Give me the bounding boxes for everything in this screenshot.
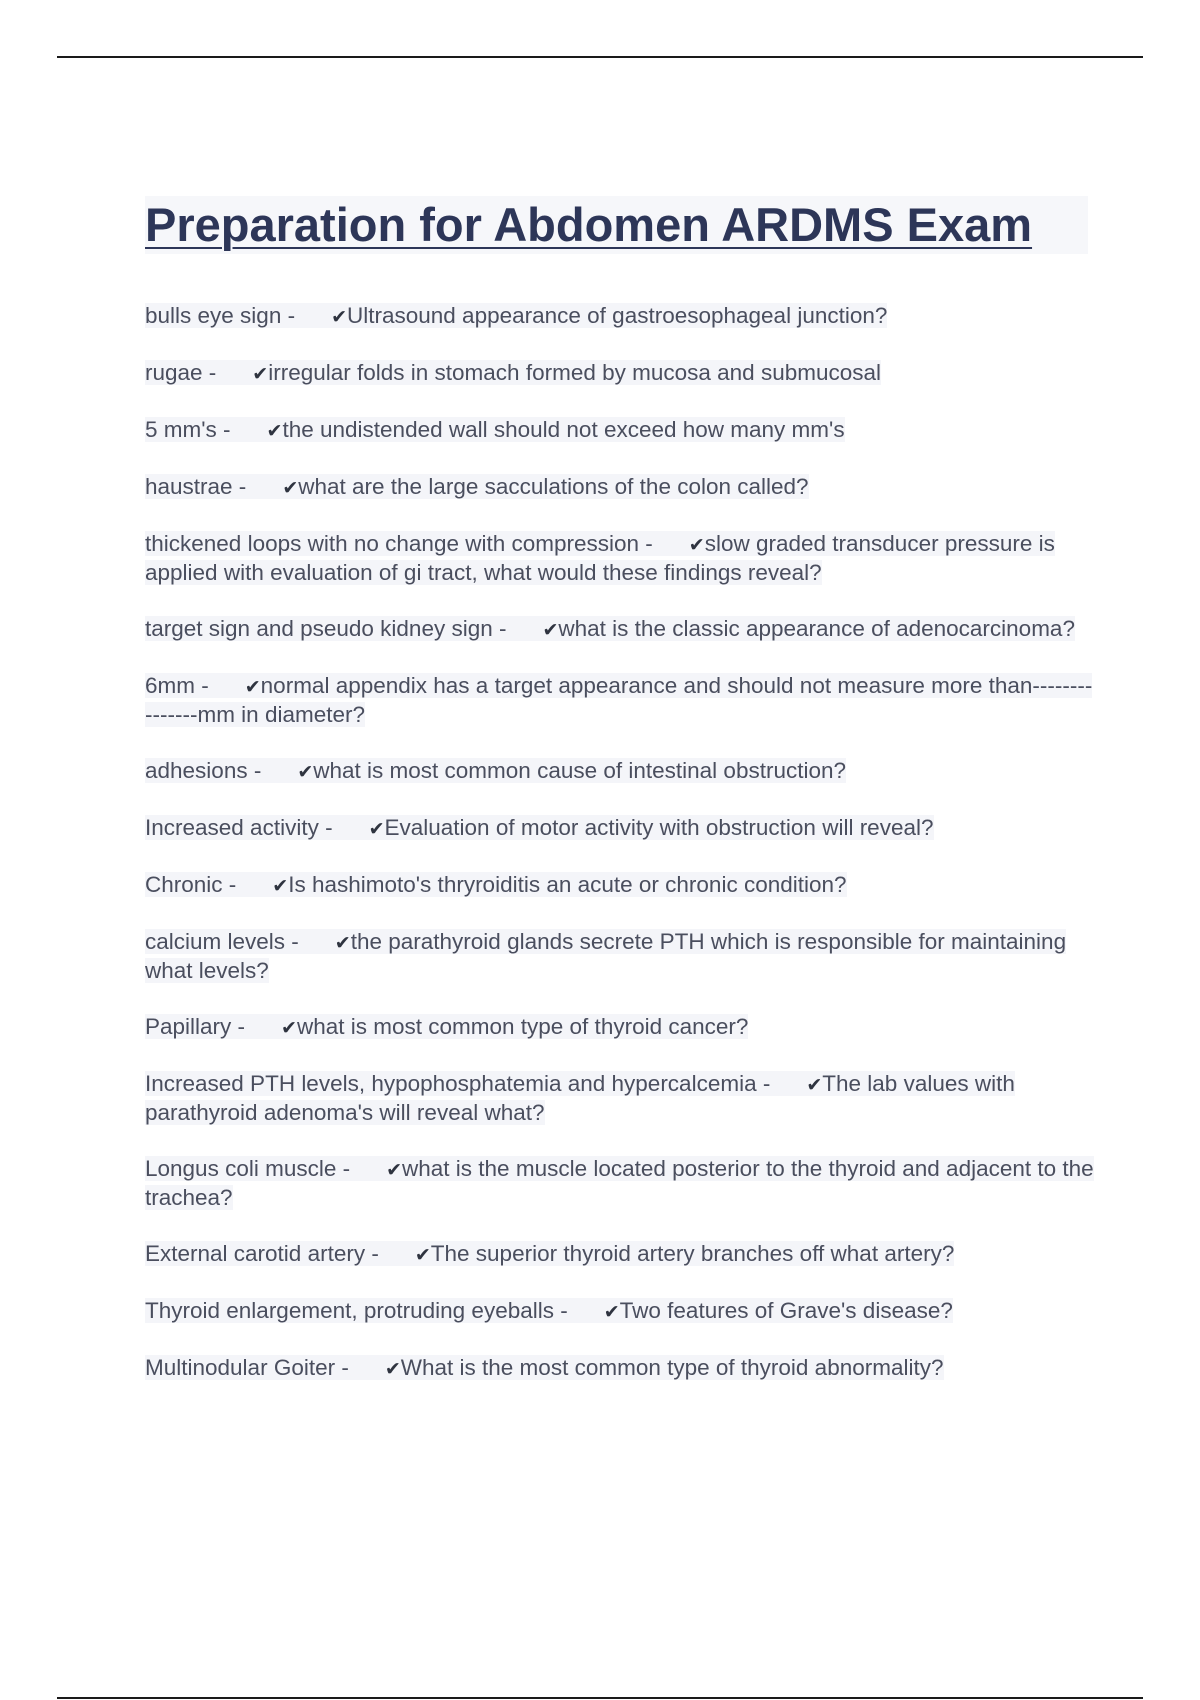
check-icon: ✔ (331, 306, 347, 328)
flashcard-item (145, 1240, 1095, 1269)
flashcard-highlight (145, 417, 845, 442)
flashcard-term: Increased activity - (145, 815, 333, 840)
flashcard-highlight (145, 872, 847, 897)
flashcard-definition: irregular folds in stomach formed by mucosa and submucosal (268, 360, 882, 385)
flashcard-item (145, 871, 1095, 900)
flashcard-definition: Evaluation of motor activity with obstruction will reveal? (384, 815, 934, 840)
check-icon: ✔ (806, 1074, 823, 1096)
flashcard-definition: what is the muscle located posterior to the thyroid and adjacent to the trachea? (145, 1156, 1094, 1210)
flashcard-item (145, 1013, 1095, 1042)
flashcard-item (145, 302, 1095, 331)
check-icon: ✔ (281, 1017, 297, 1039)
check-icon: ✔ (603, 1301, 620, 1323)
flashcard-item (145, 672, 1095, 729)
flashcard-term: rugae - (145, 360, 217, 385)
flashcard-term: 5 mm's - (145, 417, 231, 442)
check-icon: ✔ (368, 818, 385, 840)
flashcard-term: Multinodular Goiter - (145, 1355, 349, 1380)
check-icon: ✔ (414, 1244, 431, 1266)
flashcard-highlight (145, 474, 809, 499)
flashcard-highlight (145, 1071, 1015, 1125)
flashcard-item (145, 1070, 1095, 1127)
top-rule (57, 56, 1143, 58)
flashcard-item (145, 530, 1095, 587)
flashcard-definition: Two features of Grave's disease? (619, 1298, 953, 1323)
flashcard-highlight (145, 929, 1066, 983)
flashcard-definition: The lab values with parathyroid adenoma's will reveal what? (145, 1071, 1015, 1125)
flashcard-definition: what is most common cause of intestinal obstruction? (313, 758, 846, 783)
flashcard-term: bulls eye sign - (145, 303, 296, 328)
flashcard-item (145, 928, 1095, 985)
flashcard-item (145, 359, 1095, 388)
check-icon: ✔ (252, 363, 269, 385)
flashcard-definition: what is the classic appearance of adenocarcinoma? (558, 616, 1075, 641)
flashcard-term: target sign and pseudo kidney sign - (145, 616, 507, 641)
flashcard-term: adhesions - (145, 758, 262, 783)
flashcard-term: Increased PTH levels, hypophosphatemia and hypercalcemia - (145, 1071, 771, 1096)
flashcard-highlight (145, 616, 1075, 641)
flashcard-definition: the parathyroid glands secrete PTH which is responsible for maintaining what levels? (145, 929, 1067, 983)
flashcard-list (145, 302, 1095, 1411)
flashcard-term: External carotid artery - (145, 1241, 379, 1266)
flashcard-item (145, 1155, 1095, 1212)
flashcard-highlight (145, 1298, 953, 1323)
check-icon: ✔ (266, 420, 283, 442)
flashcard-highlight (145, 1156, 1094, 1210)
flashcard-highlight (145, 531, 1055, 585)
flashcard-highlight (145, 815, 934, 840)
check-icon: ✔ (334, 932, 351, 954)
flashcard-highlight (145, 303, 887, 328)
flashcard-term: Chronic - (145, 872, 237, 897)
flashcard-highlight (145, 360, 881, 385)
flashcard-highlight (145, 758, 846, 783)
flashcard-definition: The superior thyroid artery branches off what artery? (430, 1241, 955, 1266)
check-icon: ✔ (386, 1159, 403, 1181)
flashcard-definition: What is the most common type of thyroid abnormality? (400, 1355, 944, 1380)
flashcard-item (145, 615, 1095, 644)
flashcard-term: Thyroid enlargement, protruding eyeballs - (145, 1298, 568, 1323)
check-icon: ✔ (384, 1358, 401, 1380)
flashcard-term: Papillary - (145, 1014, 246, 1039)
flashcard-term: thickened loops with no change with compression - (145, 531, 653, 556)
flashcard-definition: Is hashimoto's thryroiditis an acute or chronic condition? (288, 872, 847, 897)
flashcard-item (145, 1354, 1095, 1383)
flashcard-term: calcium levels - (145, 929, 299, 954)
flashcard-highlight (145, 1355, 944, 1380)
flashcard-highlight (145, 673, 1092, 727)
page-title: Preparation for Abdomen ARDMS Exam (145, 198, 1033, 251)
flashcard-definition: the undistended wall should not exceed how many mm's (282, 417, 845, 442)
flashcard-item (145, 757, 1095, 786)
flashcard-definition: slow graded transducer pressure is applied with evaluation of gi tract, what would these findings reveal? (145, 531, 1055, 585)
check-icon: ✔ (688, 534, 705, 556)
flashcard-item (145, 416, 1095, 445)
flashcard-term: Longus coli muscle - (145, 1156, 351, 1181)
flashcard-definition: what is most common type of thyroid cancer? (296, 1014, 749, 1039)
flashcard-item (145, 814, 1095, 843)
flashcard-definition: normal appendix has a target appearance and should not measure more than---------------mm in diameter? (145, 673, 1093, 727)
flashcard-term: haustrae - (145, 474, 247, 499)
check-icon: ✔ (244, 676, 261, 698)
check-icon: ✔ (542, 619, 559, 641)
check-icon: ✔ (272, 875, 289, 897)
flashcard-item (145, 473, 1095, 502)
bottom-rule (57, 1697, 1143, 1699)
flashcard-term: 6mm - (145, 673, 209, 698)
flashcard-definition: what are the large sacculations of the colon called? (298, 474, 809, 499)
flashcard-highlight (145, 1241, 954, 1266)
flashcard-definition: Ultrasound appearance of gastroesophageal junction? (347, 303, 888, 328)
check-icon: ✔ (297, 761, 314, 783)
check-icon: ✔ (282, 477, 299, 499)
flashcard-highlight (145, 1014, 748, 1039)
flashcard-item (145, 1297, 1095, 1326)
